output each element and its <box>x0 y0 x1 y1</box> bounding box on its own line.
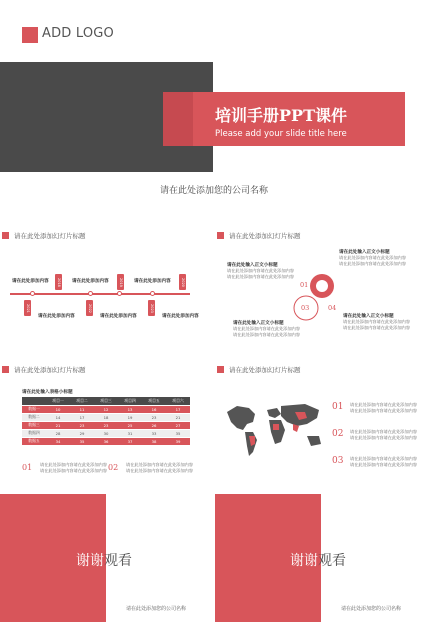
infinity-num-3: 03 <box>301 304 310 312</box>
infinity-item-4: 请在此处输入正文小标题 请在此处添加内容请在此处添加内容 请在此处添加内容请在此处添加内容 <box>343 314 411 330</box>
map-item-1: 请在此处添加内容请在此处添加内容 请在此处添加内容请在此处添加内容 <box>350 402 418 413</box>
timeline-dot <box>117 291 122 296</box>
thanks-company: 请在此处添加您的公司名称 <box>126 606 187 612</box>
cover-slide[interactable] <box>0 0 428 220</box>
table-caption: 请在此处输入表格小标题 <box>22 390 73 395</box>
timeline-line <box>10 293 190 295</box>
infinity-item-2: 请在此处输入正文小标题 请在此处添加内容请在此处添加内容 请在此处添加内容请在此处添加内容 <box>339 250 407 266</box>
map-item-3: 请在此处添加内容请在此处添加内容 请在此处添加内容请在此处添加内容 <box>350 456 418 467</box>
map-num-1: 01 <box>332 402 344 412</box>
table-note-2: 请在此处添加内容请在此处添加内容 请在此处添加内容请在此处添加内容 <box>126 462 194 473</box>
slide-header <box>2 365 86 374</box>
table-header-row: 项目一 项目二 项目三 项目四 项目五 项目六 <box>22 397 190 405</box>
table-note-num-1: 01 <box>22 463 33 472</box>
map-slide[interactable] <box>215 360 428 490</box>
infinity-graphic <box>287 268 341 324</box>
infinity-num-1: 01 <box>300 281 309 289</box>
timeline-tag: 2023 <box>148 300 155 316</box>
infinity-num-2: 02 <box>318 280 327 288</box>
table-slide[interactable] <box>0 360 213 490</box>
table-note-1: 请在此处添加内容请在此处添加内容 请在此处添加内容请在此处添加内容 <box>40 462 108 473</box>
table-row: 数据一 10 11 12 13 16 17 <box>22 405 190 413</box>
infinity-num-4: 04 <box>328 304 337 312</box>
timeline-dot <box>30 291 35 296</box>
timeline-tag: 2020 <box>179 274 186 290</box>
slide-title: 请在此处添加幻灯片标题 <box>14 232 86 240</box>
timeline-label-bottom-1: 请在此处添加内容 <box>38 314 75 319</box>
thanks-title: 谢谢观看 <box>290 553 346 569</box>
timeline-label-top-3: 请在此处添加内容 <box>134 279 171 284</box>
cover-company: 请在此处添加您的公司名称 <box>159 186 268 196</box>
table-row: 数据三 21 23 23 25 26 27 <box>22 421 190 429</box>
timeline-dot <box>150 291 155 296</box>
table-row: 数据四 28 29 30 31 33 35 <box>22 429 190 437</box>
timeline-tag: 2021 <box>24 300 31 316</box>
map-num-3: 03 <box>332 456 344 466</box>
timeline-slide[interactable] <box>0 226 213 358</box>
timeline-tag: 2022 <box>86 300 93 316</box>
timeline-label-top-1: 请在此处添加内容 <box>12 279 49 284</box>
slide-header <box>217 365 301 374</box>
world-map-icon <box>223 400 327 460</box>
logo-square <box>22 27 38 43</box>
table-row: 数据五 34 35 36 37 38 39 <box>22 437 190 445</box>
header-marker <box>2 366 9 373</box>
timeline-tag: 2018 <box>55 274 62 290</box>
timeline-label-top-2: 请在此处添加内容 <box>72 279 109 284</box>
header-marker <box>217 232 224 239</box>
header-marker <box>2 232 9 239</box>
table-note-num-2: 02 <box>108 463 119 472</box>
map-num-2: 02 <box>332 429 344 439</box>
map-item-2: 请在此处添加内容请在此处添加内容 请在此处添加内容请在此处添加内容 <box>350 429 418 440</box>
logo-text: ADD LOGO <box>42 26 114 41</box>
table-row: 数据二 14 17 18 19 23 21 <box>22 413 190 421</box>
timeline-label-bottom-2: 请在此处添加内容 <box>100 314 137 319</box>
thanks-company: 请在此处添加您的公司名称 <box>341 606 402 612</box>
slide-header <box>2 231 86 240</box>
cover-title: 培训手册PPT课件 <box>215 106 347 125</box>
thanks-slide-left[interactable] <box>0 494 213 622</box>
infinity-item-1: 请在此处输入正文小标题 请在此处添加内容请在此处添加内容 请在此处添加内容请在此处添加内容 <box>227 263 295 279</box>
thanks-title: 谢谢观看 <box>76 553 132 569</box>
timeline-tag: 2019 <box>117 274 124 290</box>
timeline-label-bottom-3: 请在此处添加内容 <box>162 314 199 319</box>
slide-title: 请在此处添加幻灯片标题 <box>229 366 301 374</box>
header-marker <box>217 366 224 373</box>
infinity-slide[interactable] <box>215 226 428 358</box>
data-table <box>22 397 190 446</box>
cover-subtitle: Please add your slide title here <box>215 129 347 139</box>
slide-title: 请在此处添加幻灯片标题 <box>14 366 86 374</box>
infinity-item-3: 请在此处输入正文小标题 请在此处添加内容请在此处添加内容 请在此处添加内容请在此处添加内容 <box>233 321 301 337</box>
timeline-dot <box>88 291 93 296</box>
thanks-slide-right[interactable] <box>215 494 428 622</box>
slide-header <box>217 231 301 240</box>
slide-title: 请在此处添加幻灯片标题 <box>229 232 301 240</box>
